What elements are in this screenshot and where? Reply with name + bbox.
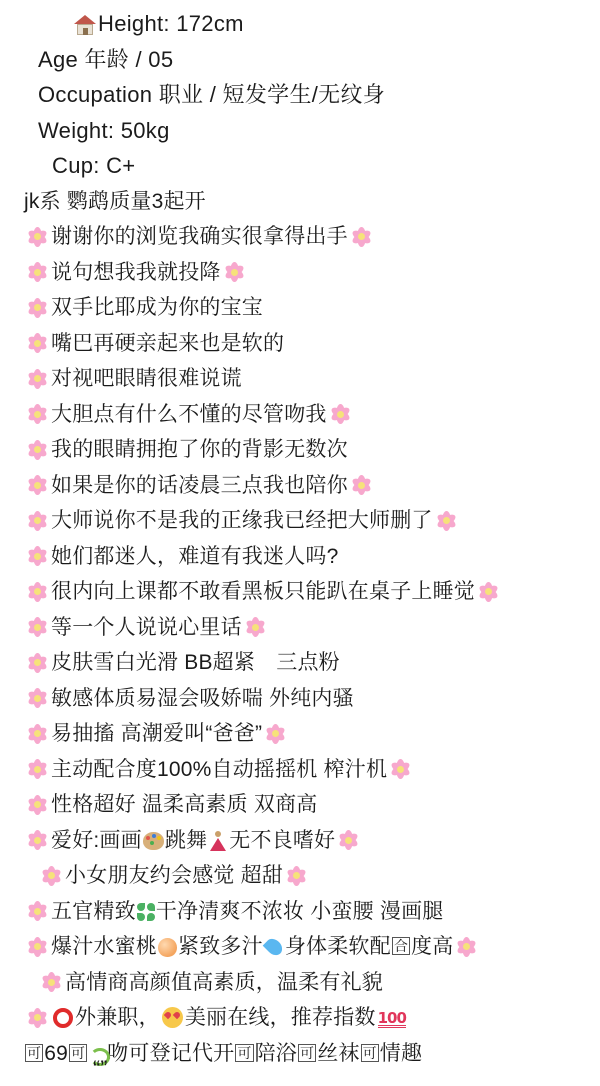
hobbies-label: 爱好:画画 (51, 828, 142, 852)
list-item (24, 574, 590, 610)
list-item (24, 361, 590, 397)
profile-line-age (24, 42, 590, 78)
boxed-char-5: 可 (362, 1044, 377, 1061)
list-item (24, 397, 590, 433)
flower-icon (26, 935, 49, 958)
flower-icon (337, 829, 360, 852)
hobbies-label-2: 跳舞 (164, 828, 208, 852)
flower-icon (350, 474, 373, 497)
flower-icon (26, 367, 49, 390)
heart-eyes-icon (162, 1007, 183, 1028)
profile-weight-text: Weight: 50kg (38, 117, 170, 143)
peach-icon (158, 938, 177, 957)
flower-icon (26, 474, 49, 497)
boxed-char-3: 可 (237, 1044, 252, 1061)
list-item-label: 性格超好 温柔高素质 双商高 (51, 793, 318, 816)
hundred-badge-icon: 100 (377, 1009, 406, 1027)
flower-icon (26, 438, 49, 461)
list-item (24, 255, 590, 291)
profile-line-height (24, 6, 590, 42)
flower-icon (350, 225, 373, 248)
body-label: 爆汁水蜜桃 (51, 935, 157, 958)
palette-icon (143, 832, 164, 850)
flower-icon (285, 864, 308, 887)
flower-icon (26, 829, 49, 852)
list-item-label: 大师说你不是我的正缘我已经把大师删了 (51, 509, 433, 532)
flower-icon (26, 616, 49, 639)
flower-icon (40, 864, 63, 887)
list-item (24, 787, 590, 823)
flower-icon (26, 900, 49, 923)
profile-cup-text: Cup: C+ (52, 153, 136, 178)
flower-icon (26, 225, 49, 248)
flower-icon (26, 722, 49, 745)
list-item (24, 468, 590, 504)
list-item-label: 说句想我我就投降 (51, 260, 221, 284)
list-item (24, 858, 590, 894)
profile-line-occupation (24, 77, 590, 113)
flower-icon (26, 687, 49, 710)
list-item-label: 皮肤雪白光滑 BB超紧 三点粉 (51, 651, 340, 674)
flower-icon (329, 403, 352, 426)
list-item-label: 如果是你的话凌晨三点我也陪你 (51, 473, 348, 497)
list-item-label: 小女朋友约会感觉 超甜 (65, 864, 284, 887)
flower-icon (26, 580, 49, 603)
flower-icon (26, 758, 49, 781)
service-label-2: 美丽在线，推荐指数 (184, 1006, 376, 1029)
features-label-2: 干净清爽不浓妆 小蛮腰 漫画腿 (155, 899, 444, 923)
list-item (24, 610, 590, 646)
list-item-label: 易抽搐 高潮爱叫“爸爸” (51, 722, 263, 745)
list-item (24, 681, 590, 717)
boxed-char-1: 可 (27, 1044, 42, 1061)
list-item-label: 主动配合度100%自动摇摇机 榨汁机 (51, 757, 388, 781)
profile-age-text: Age 年龄 / 05 (38, 46, 174, 72)
body-label-2: 紧致多汁 (178, 935, 263, 958)
features-label: 五官精致 (51, 899, 136, 923)
clover-icon (137, 903, 155, 921)
list-item (24, 290, 590, 326)
footer-text-4: 情趣 (379, 1041, 423, 1065)
flower-icon (26, 296, 49, 319)
list-item-label: 我的眼睛拥抱了你的背影无数次 (51, 438, 348, 461)
list-item-label: 双手比耶成为你的宝宝 (51, 296, 263, 319)
flower-icon (26, 545, 49, 568)
flower-icon (477, 580, 500, 603)
flower-icon (40, 971, 63, 994)
list-item-features (24, 894, 590, 930)
list-item-label: 大胆点有什么不懂的尽管吻我 (51, 402, 327, 426)
profile-line-cup (24, 148, 590, 184)
flower-icon (455, 935, 478, 958)
list-item-label: 她们都迷人，难道有我迷人吗? (51, 544, 339, 568)
profile-occupation-text: Occupation 职业 / 短发学生/无纹身 (38, 82, 386, 107)
flower-icon (389, 758, 412, 781)
flower-icon (244, 616, 267, 639)
profile-style-text: jk系 鹦鹉质量3起开 (24, 189, 206, 213)
footer-line (24, 1036, 590, 1072)
list-item-body (24, 929, 590, 965)
flower-icon (264, 722, 287, 745)
red-circle-icon (53, 1008, 73, 1028)
list-item (24, 539, 590, 575)
profile-block (24, 6, 590, 219)
list-item (24, 965, 590, 1001)
body-label-3: 身体柔软配 (284, 935, 391, 958)
list-item-label: 嘴巴再硬亲起来也是软的 (51, 331, 285, 355)
list-item-label: 很内向上课都不敢看黑板只能趴在桌子上睡觉 (51, 580, 475, 603)
list-item-label: 敏感体质易湿会吸娇喘 外纯内骚 (51, 686, 354, 710)
list-item (24, 219, 590, 255)
list-item (24, 432, 590, 468)
service-label: 外兼职， (75, 1006, 160, 1029)
list-item-label: 等一个人说说心里话 (51, 615, 242, 639)
list-item-hobbies (24, 823, 590, 859)
list-item-label: 高情商高颜值高素质，温柔有礼貌 (65, 970, 383, 994)
list-item (24, 326, 590, 362)
flower-icon (26, 261, 49, 284)
profile-line-weight (24, 113, 590, 149)
bullet-list (24, 219, 590, 1036)
footer-text-1: 吻可登记代开 (107, 1041, 235, 1065)
flower-icon (435, 509, 458, 532)
footer-text-3: 丝袜 (317, 1041, 360, 1065)
hobbies-label-3: 无不良嗜好 (229, 828, 336, 852)
flower-icon (26, 651, 49, 674)
profile-height-text: Height: 172cm (98, 11, 244, 36)
dancer-icon (208, 831, 228, 851)
flower-icon (26, 509, 49, 532)
list-item-label: 对视吧眼睛很难说谎 (51, 367, 242, 390)
flower-icon (26, 332, 49, 355)
list-item (24, 503, 590, 539)
snake-icon (89, 1045, 106, 1063)
list-item (24, 716, 590, 752)
profile-line-style (24, 184, 590, 220)
flower-icon (26, 403, 49, 426)
boxed-char: 合 (393, 938, 409, 954)
flower-icon (26, 793, 49, 816)
boxed-char-4: 可 (299, 1044, 315, 1061)
list-item-service (24, 1000, 590, 1036)
list-item-label: 谢谢你的浏览我确实很拿得出手 (51, 225, 348, 248)
droplet-icon (262, 936, 285, 959)
list-item (24, 752, 590, 788)
house-icon (74, 15, 96, 35)
flower-icon (223, 261, 246, 284)
footer-number: 69 (44, 1041, 68, 1065)
flower-icon (26, 1006, 49, 1029)
list-item (24, 645, 590, 681)
footer-text-2: 陪浴 (254, 1041, 297, 1065)
body-label-4: 度高 (411, 935, 454, 958)
boxed-char-2: 可 (70, 1044, 86, 1061)
